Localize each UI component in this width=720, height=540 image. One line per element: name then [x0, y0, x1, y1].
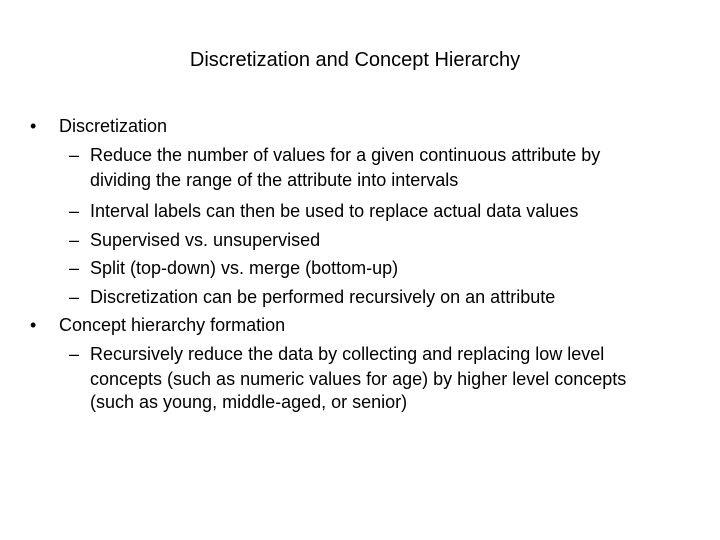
sub-bullet-line: Reduce the number of values for a given continuous attribute by	[90, 144, 601, 165]
dash-icon: –	[69, 144, 80, 165]
sub-bullet-line: dividing the range of the attribute into intervals	[90, 170, 459, 190]
sub-bullet-item	[28, 283, 708, 312]
sub-bullet-line: concepts (such as numeric values for age) by higher level concepts	[90, 369, 627, 389]
sub-bullet-item	[28, 226, 708, 255]
sub-bullet-text: Discretization can be performed recursively on an attribute	[90, 286, 556, 307]
sub-bullet-text: Interval labels can then be used to replace actual data values	[90, 201, 579, 221]
sub-bullet-item	[28, 254, 708, 283]
dash-icon: –	[69, 229, 80, 250]
dash-icon: –	[69, 258, 80, 278]
slide-body	[28, 112, 708, 414]
bullet-item-concept-hierarchy	[28, 311, 708, 340]
sub-bullet-line: Recursively reduce the data by collecting and replacing low level	[90, 343, 605, 364]
bullet-label: Concept hierarchy formation	[59, 315, 286, 335]
sub-bullet-line: (such as young, middle-aged, or senior)	[90, 392, 408, 412]
sub-bullet-text: Supervised vs. unsupervised	[90, 229, 321, 250]
dash-icon: –	[69, 343, 80, 364]
bullet-icon: •	[30, 315, 37, 335]
dash-icon: –	[69, 201, 80, 221]
sub-bullet-text	[90, 141, 708, 193]
sub-bullet-item	[28, 141, 708, 193]
sub-bullet-item	[28, 197, 708, 226]
bullet-icon: •	[30, 116, 37, 136]
slide-title: Discretization and Concept Hierarchy	[189, 49, 521, 71]
sub-bullet-text: Split (top-down) vs. merge (bottom-up)	[90, 258, 399, 278]
bullet-label: Discretization	[59, 116, 168, 136]
dash-icon: –	[69, 286, 80, 307]
sub-bullet-text	[90, 340, 708, 415]
bullet-item-discretization	[28, 112, 708, 141]
sub-bullet-item	[28, 340, 708, 415]
